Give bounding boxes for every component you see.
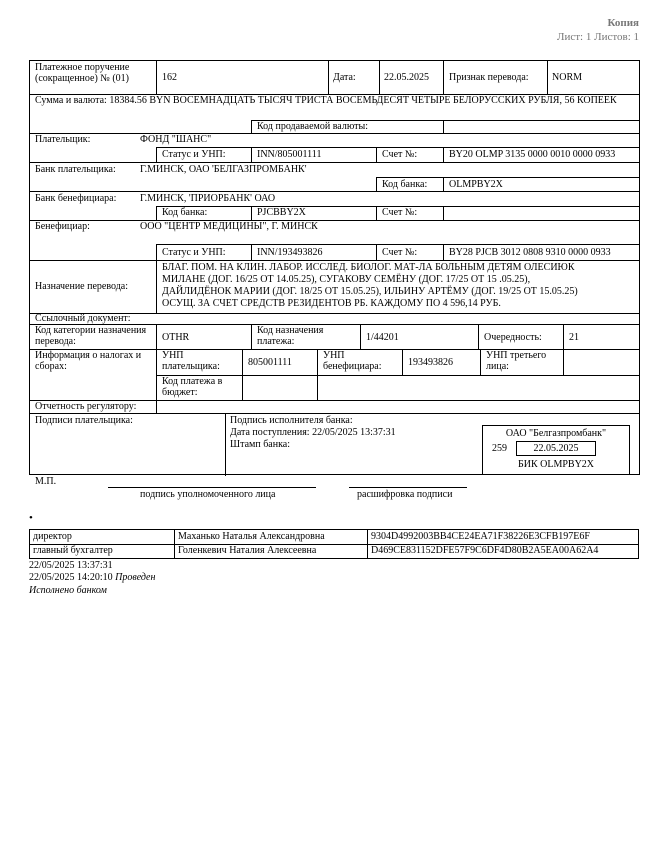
tax-payer-unp-label: УНП плательщика: (162, 350, 220, 372)
stamp-bic: БИК OLMPBY2X (517, 459, 595, 470)
payment-order-form (29, 60, 640, 475)
purpose-code-label: Код назначения платежа: (257, 325, 324, 347)
category-label: Код категории назначения перевода: (35, 325, 147, 347)
stamp-label: Штамп банка: (230, 439, 290, 450)
benef-account: BY28 PJCB 3012 0808 9310 0000 0933 (449, 247, 611, 258)
signer-hash: D469CE831152DFE57F9C6DF4D80B2A5EA00A62A4 (371, 545, 599, 556)
bullet-mark: • (29, 512, 33, 524)
beneficiary-name: ООО "ЦЕНТР МЕДИЦИНЫ", Г. МИНСК (140, 221, 318, 232)
payer-name: ФОНД "ШАНС" (140, 134, 212, 145)
amount-text: Сумма и валюта: 18384.56 BYN ВОСЕМНАДЦАТЬ ТЫСЯЧ ТРИСТА ВОСЕМЬДЕСЯТ ЧЕТЫРЕ БЕЛОРУССКИХ РУБЛЯ, 56 КОПЕЕК (35, 95, 617, 106)
signers-table (29, 529, 639, 559)
signer-name: Голенкевич Наталия Алексеевна (178, 545, 317, 556)
purpose-line: ОСУЩ. ЗА СЧЕТ СРЕДСТВ РЕЗИДЕНТОВ РБ. КАЖДОМУ ПО 4 596,14 РУБ. (162, 298, 501, 309)
sold-currency-label: Код продаваемой валюты: (257, 121, 369, 132)
benef-bank-label: Банк бенефициара: (35, 193, 117, 204)
payer-unp: INN/805001111 (257, 149, 322, 160)
benef-account-label: Счет №: (382, 247, 418, 258)
signer-role: главный бухгалтер (33, 545, 113, 556)
signer-role: директор (33, 531, 72, 542)
tax-third-unp-label: УНП третьего лица: (486, 350, 547, 372)
payer-status-label: Статус и УНП: (162, 149, 226, 160)
stamp-date: 22.05.2025 (516, 441, 596, 456)
purpose-line: МИЛАНЕ (ДОГ. 16/25 ОТ 14.05.25), СУГАКОВУ СЕМЁНУ (ДОГ. 17/25 ОТ 15 .05.25), (162, 274, 531, 285)
beneficiary-label: Бенефициар: (35, 221, 90, 232)
transfer-sign-value: NORM (552, 72, 583, 83)
payer-bank-code: OLMPBY2X (449, 179, 503, 190)
log-processed-time: 22/05/2025 14:20:10 (29, 572, 113, 583)
payer-account: BY20 OLMP 3135 0000 0010 0000 0933 (449, 149, 616, 160)
authorized-signature-caption: подпись уполномоченного лица (140, 489, 276, 500)
signer-hash: 9304D4992003BB4CE24EA71F38226E3CFB197E6F (371, 531, 590, 542)
tax-benef-unp-label: УНП бенефициара: (323, 350, 382, 372)
benef-bank-code-label: Код банка: (162, 207, 208, 218)
stamp-number: 259 (492, 443, 507, 454)
copy-label: Копия (607, 17, 639, 29)
log-processed-status: Проведен (115, 572, 156, 583)
benef-bank-name: Г.МИНСК, 'ПРИОРБАНК' ОАО (140, 193, 276, 204)
purpose-code: 1/44201 (366, 332, 399, 343)
priority-label: Очередность: (484, 332, 542, 343)
payer-bank-label: Банк плательщика: (35, 164, 116, 175)
benef-bank-account-label: Счет №: (382, 207, 418, 218)
sheets-label: Лист: 1 Листов: 1 (557, 31, 639, 43)
stamp-bank-name: ОАО "Белгазпромбанк" (505, 428, 607, 439)
payer-signatures-label: Подписи плательщика: (35, 415, 133, 426)
order-title-label: Платежное поручение (сокращенное) № (01) (35, 62, 130, 84)
regulator-label: Отчетность регулятору: (35, 401, 137, 412)
payer-bank-name: Г.МИНСК, ОАО 'БЕЛГАЗПРОМБАНК' (140, 164, 307, 175)
transfer-sign-label: Признак перевода: (449, 72, 529, 83)
mp-label: М.П. (35, 476, 57, 487)
log-processed (29, 573, 155, 584)
budget-code-label: Код платежа в бюджет: (162, 376, 223, 398)
order-number: 162 (162, 72, 177, 83)
taxes-label: Информация о налогах и сборах: (35, 350, 142, 372)
priority-value: 21 (569, 332, 579, 343)
purpose-label: Назначение перевода: (35, 281, 129, 292)
order-date: 22.05.2025 (384, 72, 429, 83)
log-received: 22/05/2025 13:37:31 (29, 560, 113, 571)
purpose-line: БЛАГ. ПОМ. НА КЛИН. ЛАБОР. ИССЛЕД. БИОЛОГ. МАТ-ЛА БОЛЬНЫМ ДЕТЯМ ОЛЕСИЮК (162, 262, 575, 273)
tax-payer-unp: 805001111 (248, 357, 292, 368)
bank-stamp (482, 425, 630, 475)
signer-name: Маханько Наталья Александровна (178, 531, 325, 542)
payer-account-label: Счет №: (382, 149, 418, 160)
benef-bank-code: PJCBBY2X (257, 207, 306, 218)
log-executed: Исполнено банком (29, 585, 107, 596)
date-label: Дата: (333, 72, 356, 83)
tax-benef-unp: 193493826 (408, 357, 453, 368)
payer-label: Плательщик: (35, 134, 91, 145)
purpose-line: ДАЙЛИДЁНОК МАРИИ (ДОГ. 18/25 ОТ 15.05.25), ИЛЬИНУ АРТЁМУ (ДОГ. 19/25 ОТ 15.05.25) (162, 286, 578, 297)
category-value: OTHR (162, 332, 190, 343)
bank-sign-label: Подпись исполнителя банка: (230, 415, 353, 426)
payer-bank-code-label: Код банка: (382, 179, 428, 190)
decoding-signature-caption: расшифровка подписи (357, 489, 453, 500)
receipt-date: Дата поступления: 22/05/2025 13:37:31 (230, 427, 396, 438)
reference-doc-label: Ссылочный документ: (35, 313, 131, 324)
benef-unp: INN/193493826 (257, 247, 323, 258)
benef-status-label: Статус и УНП: (162, 247, 226, 258)
